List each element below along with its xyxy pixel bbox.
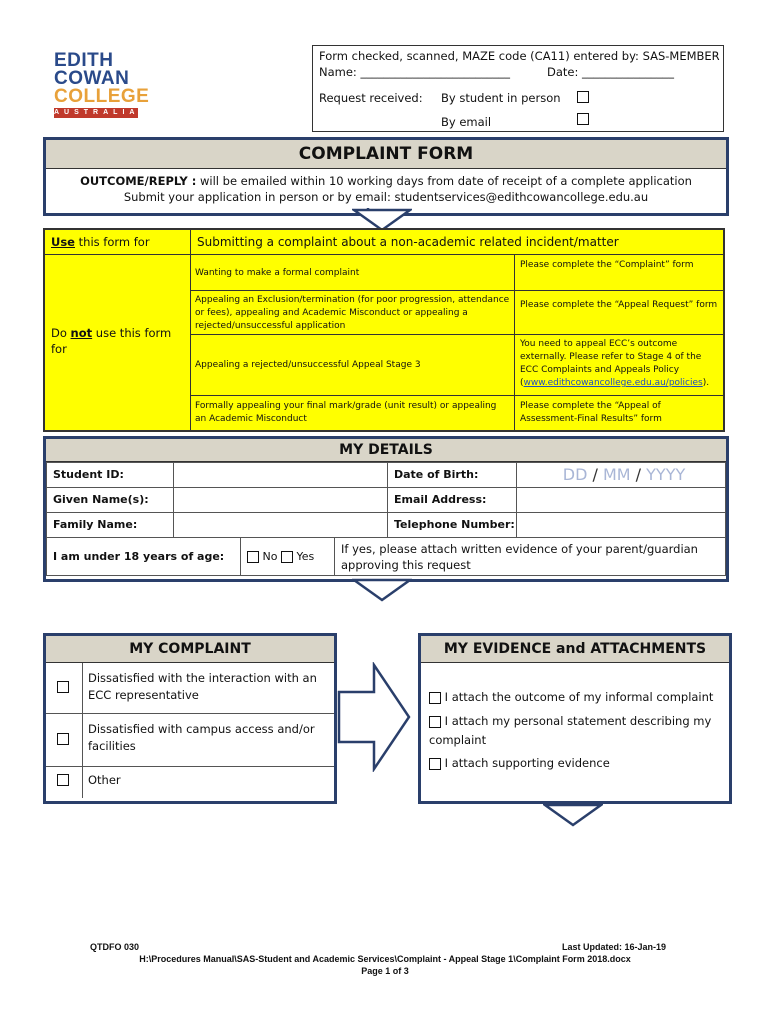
row1-left: Wanting to make a formal complaint [190, 254, 515, 291]
row4-left: Formally appealing your final mark/grade (unit result) or appealing an Academic Misconduct [190, 395, 515, 431]
use-desc-cell: Submitting a complaint about a non-academic related incident/matter [190, 229, 724, 255]
policies-link[interactable]: www.edithcowancollege.edu.au/policies [523, 378, 703, 388]
under18-no-checkbox[interactable] [247, 551, 259, 563]
outcome-line [46, 173, 726, 189]
complaint-option-2-label: Dissatisfied with campus access and/or facilities [88, 722, 315, 753]
my-complaint-section [43, 633, 337, 804]
complaint-option-1 [46, 663, 334, 714]
phone-input[interactable] [516, 512, 726, 538]
email-label: Email Address: [387, 487, 517, 513]
under18-yes-checkbox[interactable] [281, 551, 293, 563]
dob-mm: MM [602, 465, 631, 484]
dob-input[interactable]: DD / MM / YYYY [516, 462, 726, 488]
use-label-bold: Use [51, 235, 75, 249]
given-name-input[interactable] [173, 487, 388, 513]
dob-dd: DD [562, 465, 588, 484]
down-arrow-icon-2 [352, 578, 412, 602]
evidence-option-1-checkbox[interactable] [429, 692, 441, 704]
divider [82, 766, 83, 798]
by-student-checkbox[interactable] [577, 91, 589, 103]
use-form-table [43, 228, 725, 432]
family-name-label: Family Name: [46, 512, 174, 538]
my-evidence-title: MY EVIDENCE and ATTACHMENTS [421, 636, 729, 663]
footer-updated: Last Updated: 16-Jan-19 [562, 942, 667, 952]
right-arrow-icon [336, 662, 412, 772]
row3-right: You need to appeal ECC’s outcome externally. Please refer to Stage 4 of the ECC Complaints and Appeals Policy (www.edithcowancollege.edu.au/policies). [514, 334, 724, 396]
yes-label: Yes [296, 550, 315, 563]
evidence-option-3-checkbox[interactable] [429, 758, 441, 770]
evidence-option-1 [429, 688, 725, 707]
complaint-option-2-checkbox[interactable] [57, 733, 69, 745]
complaint-option-3 [46, 766, 334, 798]
evidence-option-3 [429, 754, 725, 773]
logo-line1: EDITH [54, 50, 114, 71]
phone-label: Telephone Number: [387, 512, 517, 538]
office-checked-text: Form checked, scanned, MAZE code (CA11) entered by: SAS-MEMBER [319, 49, 720, 63]
logo-line4: AUSTRALIA [54, 109, 140, 116]
donot-post: use this form for [51, 326, 172, 356]
complaint-option-2 [46, 713, 334, 767]
form-title: COMPLAINT FORM [46, 140, 726, 169]
my-details-title: MY DETAILS [46, 439, 726, 462]
footer-code: QTDFO 030 [90, 942, 140, 952]
student-id-label: Student ID: [46, 462, 174, 488]
use-label-rest: this form for [74, 235, 150, 249]
by-student-label: By student in person [441, 91, 561, 105]
footer-path: H:\Procedures Manual\SAS-Student and Academic Services\Complaint - Appeal Stage 1\Complaint Form 2018.docx [139, 954, 631, 964]
donot-label-cell [44, 254, 191, 431]
no-label: No [262, 550, 278, 563]
row2-left: Appealing an Exclusion/termination (for poor progression, attendance or fees), appealing and Academic Misconduct or appealing a rejected/unsuccessful application [190, 290, 515, 335]
outcome-rest: will be emailed within 10 working days from date of receipt of a complete application [196, 174, 692, 188]
row4-right: Please complete the “Appeal of Assessment-Final Results” form [514, 395, 724, 431]
complaint-option-1-label: Dissatisfied with the interaction with an ECC representative [88, 671, 317, 702]
guardian-note: If yes, please attach written evidence of your parent/guardian approving this request [334, 537, 726, 576]
my-evidence-section [418, 633, 732, 804]
by-email-label: By email [441, 115, 492, 129]
my-complaint-title: MY COMPLAINT [46, 636, 334, 663]
donot-bold: not [70, 326, 93, 340]
logo-line2: COWAN [54, 68, 130, 89]
row3-left: Appealing a rejected/unsuccessful Appeal Stage 3 [190, 334, 515, 396]
evidence-option-2 [429, 712, 725, 750]
row3-right-text: You need to appeal ECC’s outcome externally. Please refer to Stage 4 of the ECC Complaints and Appeals Policy [520, 339, 702, 375]
email-input[interactable] [516, 487, 726, 513]
complaint-option-3-checkbox[interactable] [57, 774, 69, 786]
office-use-box [312, 45, 724, 132]
under18-options [240, 537, 335, 576]
complaint-form-header [43, 137, 729, 216]
submit-line: Submit your application in person or by email: studentservices@edithcowancollege.edu.au [123, 190, 649, 204]
under18-label: I am under 18 years of age: [46, 537, 241, 576]
donot-pre: Do [51, 326, 71, 340]
dob-yyyy: YYYY [646, 465, 686, 484]
family-name-input[interactable] [173, 512, 388, 538]
evidence-option-1-label: I attach the outcome of my informal complaint [444, 690, 714, 704]
outcome-bold: OUTCOME/REPLY : [80, 174, 197, 188]
evidence-option-2-label: I attach my personal statement describing my complaint [429, 714, 712, 747]
logo-line3: COLLEGE [54, 86, 150, 107]
divider [82, 663, 83, 713]
college-logo [54, 50, 150, 118]
dob-label: Date of Birth: [387, 462, 517, 488]
request-received-label: Request received: [319, 91, 423, 105]
divider [82, 713, 83, 766]
footer-page: Page 1 of 3 [361, 966, 409, 976]
office-date-field[interactable]: Date: ________________ [547, 65, 675, 79]
evidence-option-3-label: I attach supporting evidence [444, 756, 610, 770]
office-name-field[interactable]: Name: __________________________ [319, 65, 510, 79]
row2-right: Please complete the “Appeal Request” form [514, 290, 724, 335]
by-email-checkbox[interactable] [577, 113, 589, 125]
complaint-option-3-label: Other [88, 773, 121, 787]
given-name-label: Given Name(s): [46, 487, 174, 513]
my-details-section [43, 436, 729, 582]
complaint-option-1-checkbox[interactable] [57, 681, 69, 693]
down-arrow-icon-3 [543, 803, 603, 827]
student-id-input[interactable] [173, 462, 388, 488]
evidence-option-2-checkbox[interactable] [429, 716, 441, 728]
row1-right: Please complete the “Complaint” form [514, 254, 724, 291]
use-label-cell [44, 229, 191, 255]
